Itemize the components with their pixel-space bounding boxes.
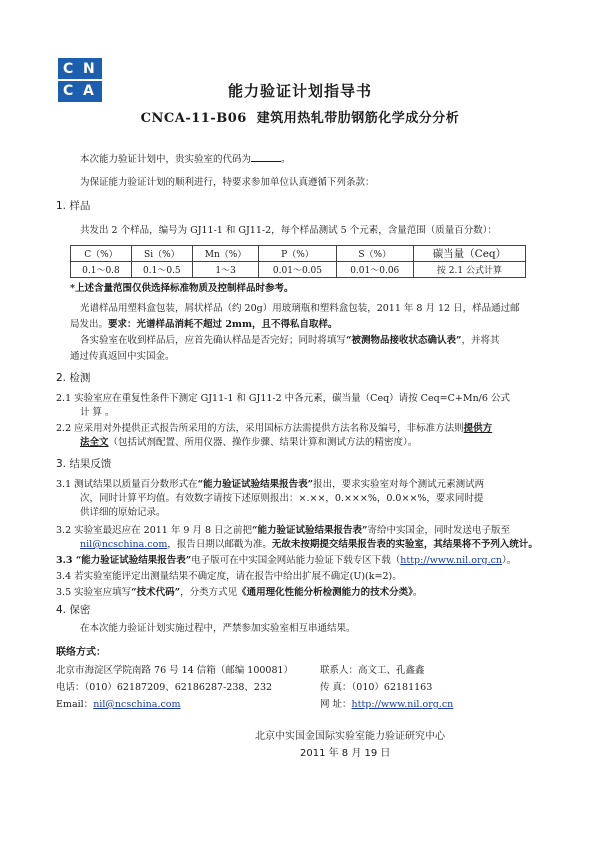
website-link[interactable]: http://www.nil.org.cn: [400, 555, 503, 566]
logo-letter: A: [83, 83, 94, 99]
tech-classification-doc: 《通用理化性能分析检测能力的技术分类》: [237, 587, 413, 598]
table-header-cell: Si（%）: [131, 246, 192, 262]
table-cell: 1～3: [192, 262, 259, 278]
contact-heading: 联络方式：: [56, 647, 106, 658]
packaging-line-2-text: 局发出。: [70, 319, 109, 330]
table-note: *上述含量范围仅供选择标准物质及控制样品时参考。: [70, 283, 294, 294]
receipt-form-name: “被测物品接收状态确认表”: [346, 335, 462, 346]
testing-item-2-1-line-1: 2.1 实验室应在重复性条件下测定 GJ11-1 和 GJ11-2 中各元素，碳当量（Ceq）请按 Ceq=C+Mn/6 公式: [56, 393, 510, 404]
contact-address: 北京市海淀区学院南路 76 号 14 信箱（邮编 100081）: [56, 665, 294, 676]
method-fulltext-requirement: 提供方: [463, 423, 493, 434]
testing-item-2-2-line-1: [56, 422, 492, 435]
testing-item-2-2-line-2: [80, 436, 417, 449]
receipt-text: 各实验室在收到样品后，应首先确认样品是否完好；同时将填写: [80, 335, 347, 346]
table-header-cell: 碳当量（Ceq）: [413, 246, 525, 262]
section-heading-results: 3. 结果反馈: [56, 458, 112, 470]
results-item-3-1-line-3: 供详细的原始记录。: [80, 507, 166, 518]
contact-fax: 传 真：（010）62181163: [320, 682, 433, 693]
table-cell: 0.01～0.05: [259, 262, 336, 278]
contact-phone: 电话：（010）62187209、62186287-238、232: [56, 682, 273, 693]
tech-code-end: 。: [412, 587, 423, 598]
receipt-line-2: 通过传真返回中实国金。: [70, 351, 175, 362]
packaging-line-2: [70, 318, 338, 331]
deadline-text: 3.2 实验室最迟应在 2011 年 9 月 8 日之前把: [56, 525, 253, 536]
results-item-3-2-line-2: [80, 538, 538, 551]
contact-email-line: [56, 698, 181, 711]
download-text: 电子版可在中实国金网站能力验证下载专区下载（: [191, 555, 401, 566]
late-submission-warning: 无故未按期提交结果报告表的实验室，其结果将不予列入统计。: [271, 539, 538, 550]
contact-email-link[interactable]: nil@ncschina.com: [93, 699, 181, 710]
signature-org: 北京中实国金国际实验室能力验证研究中心: [255, 731, 445, 742]
table-cell: 0.1～0.5: [131, 262, 192, 278]
content-range-table: [70, 245, 526, 278]
table-cell: 按 2.1 公式计算: [413, 262, 525, 278]
table-row: [71, 262, 526, 278]
section-heading-samples: 1. 样品: [56, 200, 91, 212]
tech-code-mid: ，分类方式见: [180, 587, 238, 598]
report-form-download: 3.3 “能力验证试验结果报告表”: [56, 555, 192, 566]
results-text: 3.1 测试结果以质量百分数形式在: [56, 479, 198, 490]
deadline-text-post: 寄给中实国金，同时发送电子版至: [367, 525, 510, 536]
contact-person: 联系人：高文工、孔鑫鑫: [320, 665, 425, 676]
logo-letter: N: [83, 61, 95, 77]
table-cell: 0.1～0.8: [71, 262, 132, 278]
table-header-cell: P（%）: [259, 246, 336, 262]
intro-code-line: [80, 152, 291, 166]
download-text-end: ）。: [502, 555, 517, 566]
report-form-name: “能力验证试验结果报告表”: [252, 525, 368, 536]
page-subtitle: [0, 107, 600, 126]
tech-code-text: 3.5 实验室应填写: [56, 587, 132, 598]
web-label: 网 址：: [320, 699, 352, 710]
logo-letter: C: [63, 83, 74, 99]
postmark-text: ，报告日期以邮戳为准。: [167, 539, 272, 550]
page-title: 能力验证计划指导书: [227, 82, 372, 100]
table-cell: 0.01～0.06: [336, 262, 413, 278]
signature-date: 2011 年 8 月 19 日: [300, 748, 391, 759]
logo-letter: C: [63, 61, 74, 77]
results-item-3-3: [56, 554, 516, 567]
plan-code: CNCA-11-B06: [140, 111, 247, 126]
table-header-cell: C（%）: [71, 246, 132, 262]
testing-item-2-1-line-2: 计 算 。: [80, 407, 115, 418]
section-heading-confidentiality: 4. 保密: [56, 604, 91, 616]
tech-code-label: “技术代码”: [131, 587, 181, 598]
sampling-requirement: 要求：光谱样品消耗不超过 2mm，且不得私自取样。: [108, 319, 338, 330]
results-item-3-5: [56, 586, 422, 599]
method-requirement-text: 2.2 应采用对外提供正式报告所采用的方法，采用国标方法需提供方法名称及编号，非标准方法则: [56, 423, 464, 434]
table-header-cell: S（%）: [336, 246, 413, 262]
samples-description: 共发出 2 个样品，编号为 GJ11-1 和 GJ11-2，每个样品测试 5 个元素，含量范围（质量百分数）：: [80, 225, 497, 236]
receipt-line-1: [80, 334, 499, 347]
contact-web-line: [320, 698, 453, 711]
contact-web-link[interactable]: http://www.nil.org.cn: [351, 699, 454, 710]
email-label: Email：: [56, 699, 94, 710]
intro-requirements: 为保证能力验证计划的顺利进行，特要求参加单位认真遵循下列条款：: [80, 177, 375, 188]
plan-name: 建筑用热轧带肋钢筋化学成分分析: [256, 111, 460, 126]
results-item-3-1-line-2: 次，同时计算平均值。有效数字请按下述原则报出：×.××，0.×××%，0.0××%，要求同时提: [80, 493, 484, 504]
email-link[interactable]: nil@ncschina.com: [80, 539, 168, 550]
results-item-3-4: 3.4 若实验室能评定出测量结果不确定度，请在报告中给出扩展不确定(U)(k=2)。: [56, 571, 402, 582]
method-details-text: （包括试剂配置、所用仪器、操作步骤、结果计算和测试方法的精密度）。: [108, 437, 418, 448]
section-heading-testing: 2. 检测: [56, 372, 91, 384]
lab-code-blank: [251, 152, 281, 162]
intro-code-suffix: 。: [281, 154, 291, 165]
receipt-text-end: ，并将其: [461, 335, 500, 346]
results-text-post: 报出，要求实验室对每个测试元素测试两: [313, 479, 485, 490]
results-item-3-1-line-1: [56, 478, 484, 491]
table-header-row: [71, 246, 526, 262]
table-header-cell: Mn（%）: [192, 246, 259, 262]
results-item-3-2-line-1: [56, 524, 510, 537]
method-fulltext-requirement-cont: 法全文: [80, 437, 109, 448]
intro-code-prefix: 本次能力验证计划中，贵实验室的代码为: [80, 154, 252, 165]
confidentiality-text: 在本次能力验证计划实施过程中，严禁参加实验室相互串通结果。: [80, 623, 356, 634]
report-form-name: “能力验证试验结果报告表”: [197, 479, 314, 490]
packaging-line-1: 光谱样品用塑料盒包装，屑状样品（约 20g）用玻璃瓶和塑料盒包装，2011 年 8 月 12 日，样品通过邮: [80, 303, 520, 314]
